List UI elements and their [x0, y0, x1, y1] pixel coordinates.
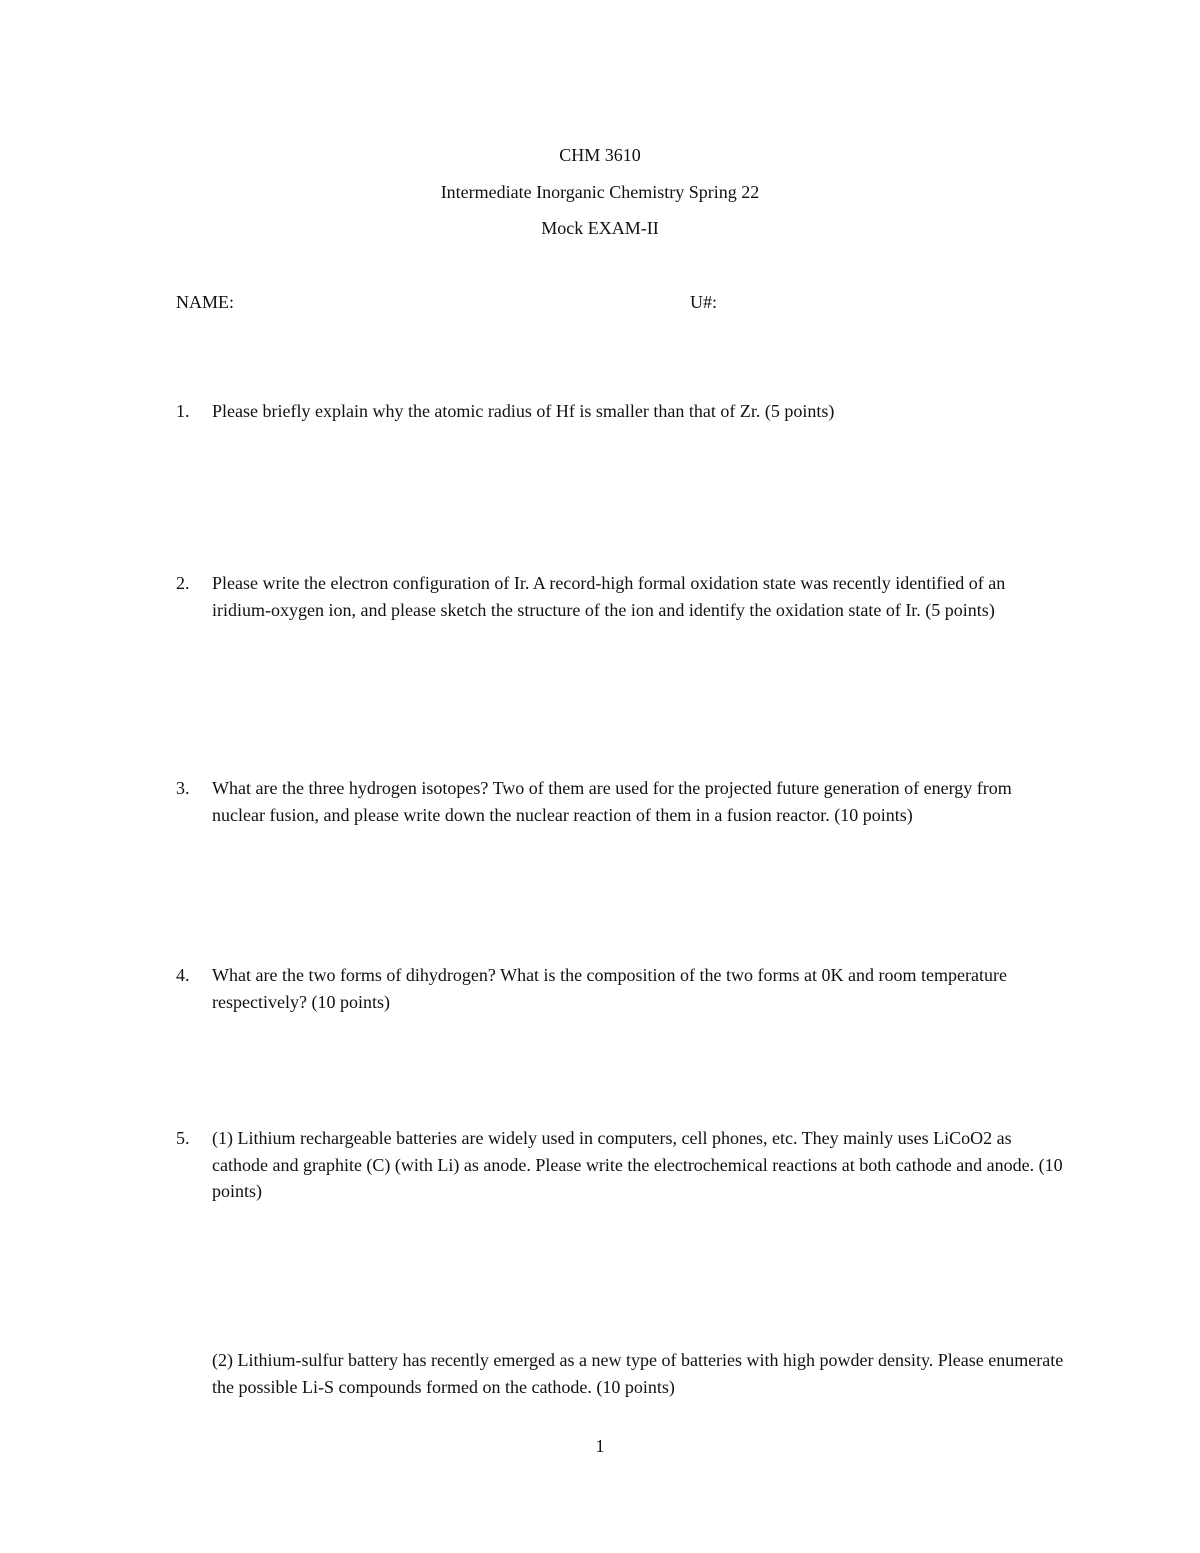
question-number: 2.: [176, 573, 190, 593]
question-number: 4.: [176, 965, 190, 985]
name-label: NAME:: [176, 292, 234, 312]
question-number: 3.: [176, 778, 190, 798]
question-4: [176, 962, 1066, 1015]
page-number: 1: [595, 1436, 605, 1456]
question-1: [176, 398, 1066, 425]
question-2: [176, 570, 1066, 623]
question-5: [176, 1125, 1066, 1205]
question-3: [176, 775, 1066, 828]
question-5-part-2: (2) Lithium-sulfur battery has recently emerged as a new type of batteries with high powder density. Please enumerate the possible Li-S compounds formed on the cathode. (10 points): [212, 1350, 1064, 1397]
question-text: (1) Lithium rechargeable batteries are widely used in computers, cell phones, etc. They mainly uses LiCoO2 as cathode and graphite (C) (with Li) as anode. Please write the electrochemical reactions at both cathode and anode. (10 points): [212, 1128, 1063, 1201]
id-label: U#:: [690, 292, 717, 312]
question-text: Please write the electron configuration of Ir. A record-high formal oxidation state was recently identified of an iridium-oxygen ion, and please sketch the structure of the ion and identify the oxidation state of Ir. (5 points): [212, 573, 1006, 620]
question-number: 1.: [176, 401, 190, 421]
question-text: What are the three hydrogen isotopes? Two of them are used for the projected future generation of energy from nuclear fusion, and please write down the nuclear reaction of them in a fusion reactor. (10 points): [212, 778, 1012, 825]
question-text: Please briefly explain why the atomic radius of Hf is smaller than that of Zr. (5 points): [212, 401, 835, 421]
question-number: 5.: [176, 1128, 190, 1148]
course-title: Intermediate Inorganic Chemistry Spring 22: [440, 182, 760, 202]
question-text: What are the two forms of dihydrogen? What is the composition of the two forms at 0K and room temperature respectively? (10 points): [212, 965, 1007, 1012]
exam-title: Mock EXAM-II: [541, 218, 659, 238]
course-code: CHM 3610: [559, 145, 641, 165]
